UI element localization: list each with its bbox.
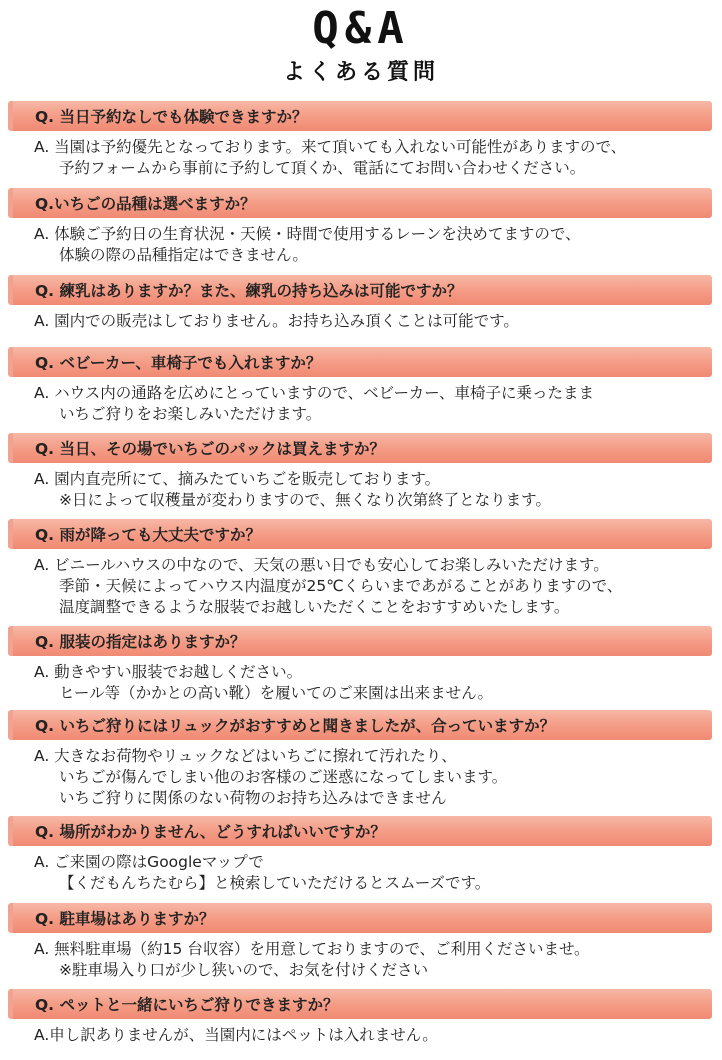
- question-bar: Q. 駐車場はありますか？: [8, 903, 712, 933]
- answer: [8, 383, 712, 425]
- answer-line: 【くだもんちたむら】と検索していただけるとスムーズです。: [59, 874, 491, 892]
- question-bar: Q. 服装の指定はありますか？: [8, 626, 712, 656]
- answer-line: A. 動きやすい服装でお越しください。: [34, 663, 303, 681]
- answer-line: A. 無料駐車場（約15 台収容）を用意しておりますので、ご利用くださいませ。: [34, 940, 590, 958]
- faq-item-10: [8, 903, 712, 981]
- faq-item-11: [8, 989, 712, 1046]
- answer-line: いちご狩りをお楽しみいただけます。: [59, 405, 322, 423]
- answer-line: ヒール等（かかとの高い靴）を履いてのご来園は出来ません。: [59, 684, 494, 702]
- faq-item-4: [8, 347, 712, 425]
- faq-item-6: [8, 519, 712, 618]
- question-bar: Q. いちご狩りにはリュックがおすすめと聞きましたが、合っていますか？: [8, 710, 712, 740]
- question-bar: Q. 練乳はありますか？また、練乳の持ち込みは可能ですか？: [8, 275, 712, 305]
- answer-line: A. ご来園の際はGoogleマップで: [34, 853, 264, 871]
- question-bar: Q. 場所がわかりません、どうすればいいですか？: [8, 816, 712, 846]
- answer: [8, 224, 712, 266]
- answer-line: いちごが傷んでしまい他のお客様のご迷惑になってしまいます。: [59, 768, 508, 786]
- faq-item-7: [8, 626, 712, 704]
- question-bar: Q. 雨が降っても大丈夫ですか？: [8, 519, 712, 549]
- answer-line: 季節・天候によってハウス内温度が25℃くらいまであがることがありますので、: [59, 577, 623, 595]
- answer: [8, 1025, 712, 1046]
- answer-line: A. 当園は予約優先となっております。来て頂いても入れない可能性がありますので、: [34, 138, 627, 156]
- answer-line: A.申し訳ありませんが、当園内にはペットは入れません。: [34, 1026, 438, 1044]
- question-bar: Q. 当日、その場でいちごのパックは買えますか？: [8, 433, 712, 463]
- answer-line: A. 園内直売所にて、摘みたていちごを販売しております。: [34, 470, 441, 488]
- faq-item-8: [8, 710, 712, 809]
- answer: [8, 852, 712, 894]
- answer: [8, 662, 712, 704]
- answer-line: いちご狩りに関係のない荷物のお持ち込みはできません: [59, 789, 447, 807]
- question-bar: Q. ペットと一緒にいちご狩りできますか？: [8, 989, 712, 1019]
- answer-line: A. ビニールハウスの中なので、天気の悪い日でも安心してお楽しみいただけます。: [34, 556, 609, 574]
- answer-line: 予約フォームから事前に予約して頂くか、電話にてお問い合わせください。: [59, 159, 586, 177]
- page-title: Q&A: [312, 3, 410, 54]
- faq-item-9: [8, 816, 712, 894]
- faq-item-3: [8, 275, 712, 332]
- answer-line: A. 園内での販売はしておりません。お持ち込み頂くことは可能です。: [34, 312, 519, 330]
- answer: [8, 311, 712, 332]
- answer-line: A. 体験ご予約日の生育状況・天候・時間で使用するレーンを決めてますので、: [34, 225, 581, 243]
- faq-item-5: [8, 433, 712, 511]
- answer: [8, 555, 712, 618]
- answer: [8, 746, 712, 809]
- question-bar: Q. 当日予約なしでも体験できますか？: [8, 101, 712, 131]
- answer: [8, 469, 712, 511]
- answer: [8, 939, 712, 981]
- answer-line: A. ハウス内の通路を広めにとっていますので、ベビーカー、車椅子に乗ったまま: [34, 384, 595, 402]
- answer-line: 体験の際の品種指定はできません。: [59, 246, 308, 264]
- answer: [8, 137, 712, 179]
- faq-item-2: [8, 188, 712, 266]
- answer-line: 温度調整できるような服装でお越しいただくことをおすすめいたします。: [59, 598, 570, 616]
- answer-line: ※日によって収穫量が変わりますので、無くなり次第終了となります。: [59, 491, 551, 509]
- answer-line: ※駐車場入り口が少し狭いので、お気を付けください: [59, 961, 429, 979]
- answer-line: A. 大きなお荷物やリュックなどはいちごに擦れて汚れたり、: [34, 747, 457, 765]
- question-bar: Q. ベビーカー、車椅子でも入れますか？: [8, 347, 712, 377]
- faq-item-1: [8, 101, 712, 179]
- page-subtitle: よくある質問: [282, 60, 439, 85]
- question-bar: Q.いちごの品種は選べますか？: [8, 188, 712, 218]
